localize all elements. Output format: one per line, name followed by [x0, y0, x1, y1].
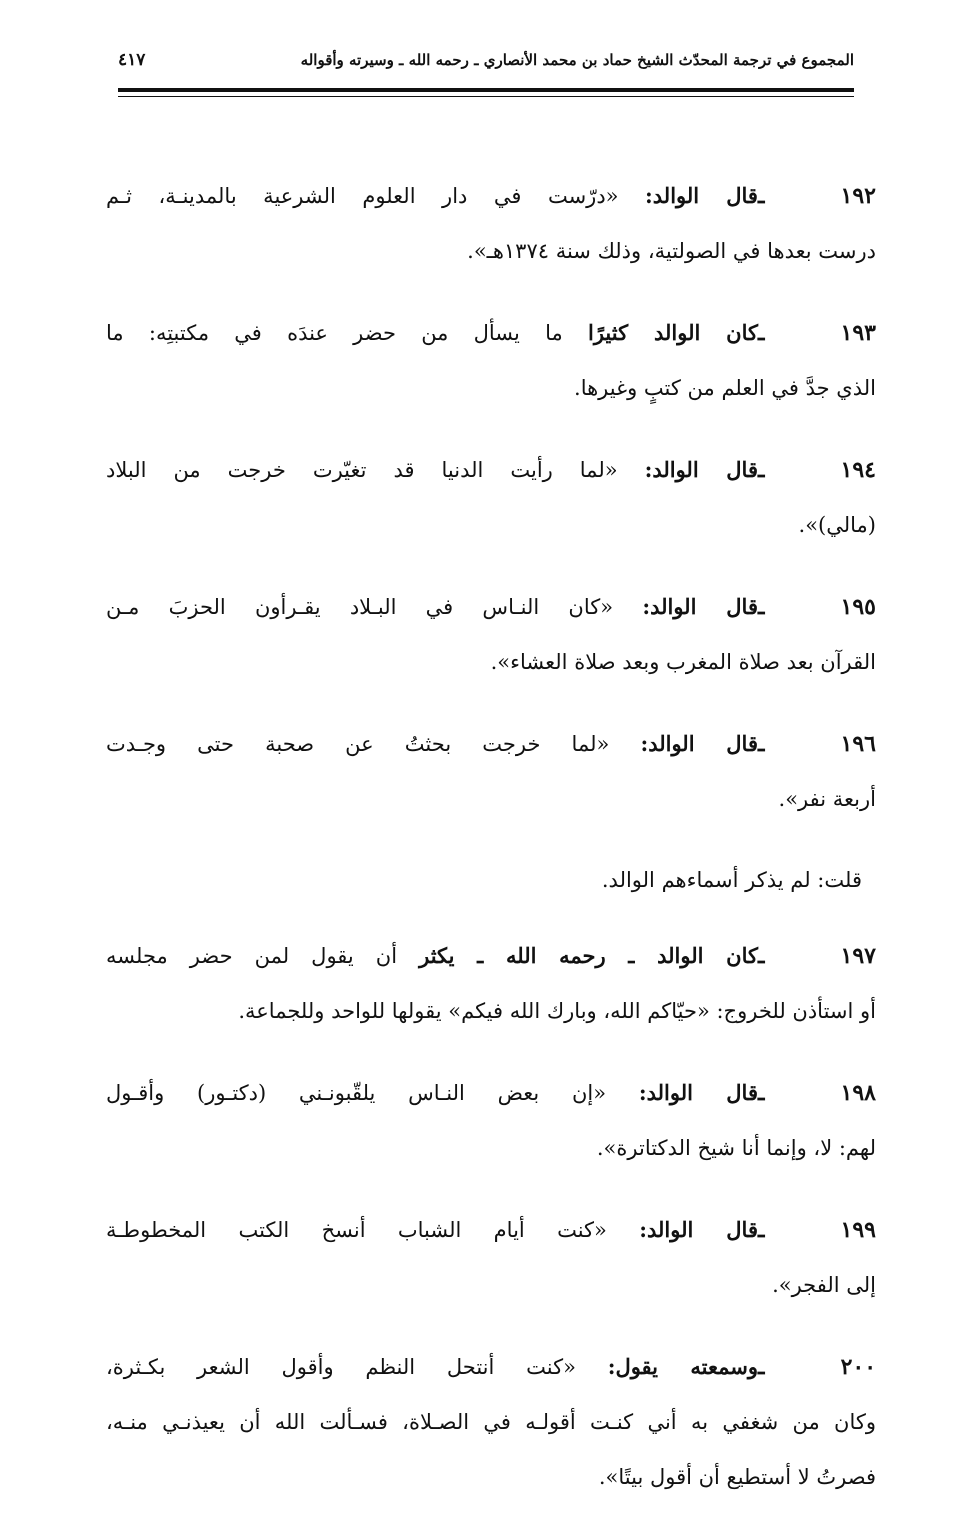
entry-first-line: [106, 305, 876, 361]
entry-194: [106, 442, 876, 553]
entry-199: [106, 1202, 876, 1313]
entry-lead: كان الوالد كثيرًا: [588, 320, 758, 345]
entry-number: ١٩٧ ـ: [757, 943, 876, 969]
entry-continuation: أربعة نفر».: [778, 787, 876, 811]
entry-text: «لما رأيت الدنيا قد تغيّرت خرجت من البلاد: [106, 458, 618, 482]
entry-first-line: [106, 928, 876, 984]
entry-first-line: [106, 1202, 876, 1258]
entry-number: ١٩٥ ـ: [757, 594, 876, 620]
entry-text: ما يسأل من حضر عندَه في مكتبتِه: ما: [106, 321, 563, 345]
entry-continuation: إلى الفجر».: [772, 1273, 876, 1297]
entry-lead: قال الوالد:: [639, 1217, 758, 1242]
entry-continuation: أو استأذن للخروج: «حيّاكم الله، وبارك الله فيكم» يقولها للواحد وللجماعة.: [238, 999, 876, 1023]
entry-continuation: فصرتُ لا أستطيع أن أقول بيتًا».: [598, 1465, 876, 1489]
entry-lead: قال الوالد:: [642, 594, 758, 619]
header-rule-thin: [118, 96, 854, 97]
entry-first-line: [106, 716, 876, 772]
entry-continuation: الذي جدَّ في العلم من كتبٍ وغيرها.: [574, 376, 876, 400]
header-rule-thick: [118, 88, 854, 92]
entry-number: ٢٠٠ ـ: [758, 1354, 876, 1380]
entry-number: ١٩٣ ـ: [758, 320, 876, 346]
entry-196: [106, 716, 876, 827]
entry-continuation: (مالي)».: [798, 513, 876, 537]
entry-first-line: [106, 442, 876, 498]
page-number: ٤١٧: [118, 50, 146, 70]
entry-lead: كان الوالد ـ رحمه الله ـ يكثر: [419, 943, 758, 968]
editor-note: قلت: لم يذكر أسماءهم الوالد.: [601, 868, 862, 892]
entry-195: [106, 579, 876, 690]
entry-continuation: لهم: لا، وإنما أنا شيخ الدكتاترة».: [596, 1136, 876, 1160]
entry-197: [106, 928, 876, 1039]
entry-text: «كان النـاس في البـلاد يقـرأون الحزبَ مـن: [106, 595, 614, 619]
entry-lead: قال الوالد:: [640, 731, 758, 756]
entry-lead: قال الوالد:: [638, 1080, 758, 1105]
entry-198: [106, 1065, 876, 1176]
entry-first-line: [106, 579, 876, 635]
entry-continuation: القرآن بعد صلاة المغرب وبعد صلاة العشاء».: [490, 650, 876, 674]
entry-text: «كنت أيام الشباب أنسخ الكتب المخطوطـة: [106, 1218, 607, 1242]
entry-text: «لما خرجت بحثتُ عن صحبة حتى وجـدت: [106, 732, 610, 756]
entry-first-line: [106, 168, 876, 224]
entry-193: [106, 305, 876, 416]
entry-first-line: [106, 1339, 876, 1395]
entry-continuation: درست بعدها في الصولتية، وذلك سنة ١٣٧٤هـ».: [467, 239, 876, 263]
entry-number: ١٩٤ ـ: [758, 457, 876, 483]
entry-number: ١٩٦ ـ: [757, 731, 876, 757]
entry-lead: وسمعته يقول:: [607, 1354, 759, 1379]
entry-number: ١٩٢ ـ: [757, 183, 876, 209]
entry-text: «إن بعض النـاس يلقّبونـني (دكتـور) وأقـول: [106, 1081, 607, 1105]
entry-number: ١٩٩ ـ: [757, 1217, 876, 1243]
entry-192: [106, 168, 876, 279]
running-header: [118, 40, 854, 80]
entry-text: «كنت أنتحل النظم وأقول الشعر بكـثرة،: [106, 1355, 576, 1379]
entry-text: أن يقول لمن حضر مجلسه: [106, 944, 398, 968]
entry-number: ١٩٨ ـ: [758, 1080, 876, 1106]
entry-lead: قال الوالد:: [644, 457, 758, 482]
entry-text: «درّست في دار العلوم الشرعية بالمدينـة، ثـم: [106, 184, 619, 208]
page-body: [106, 168, 876, 1531]
entry-first-line: [106, 1065, 876, 1121]
entry-200: [106, 1339, 876, 1505]
running-title: المجموع في ترجمة المحدّث الشيخ حماد بن محمد الأنصاري ـ رحمه الله ـ وسيرته وأقواله: [300, 51, 854, 69]
entry-lead: قال الوالد:: [645, 183, 758, 208]
entry-continuation: وكان من شغفي به أني كنـت أقولـه في الصـلاة، فسـألت الله أن يعيذنـي منـه،: [106, 1410, 876, 1434]
